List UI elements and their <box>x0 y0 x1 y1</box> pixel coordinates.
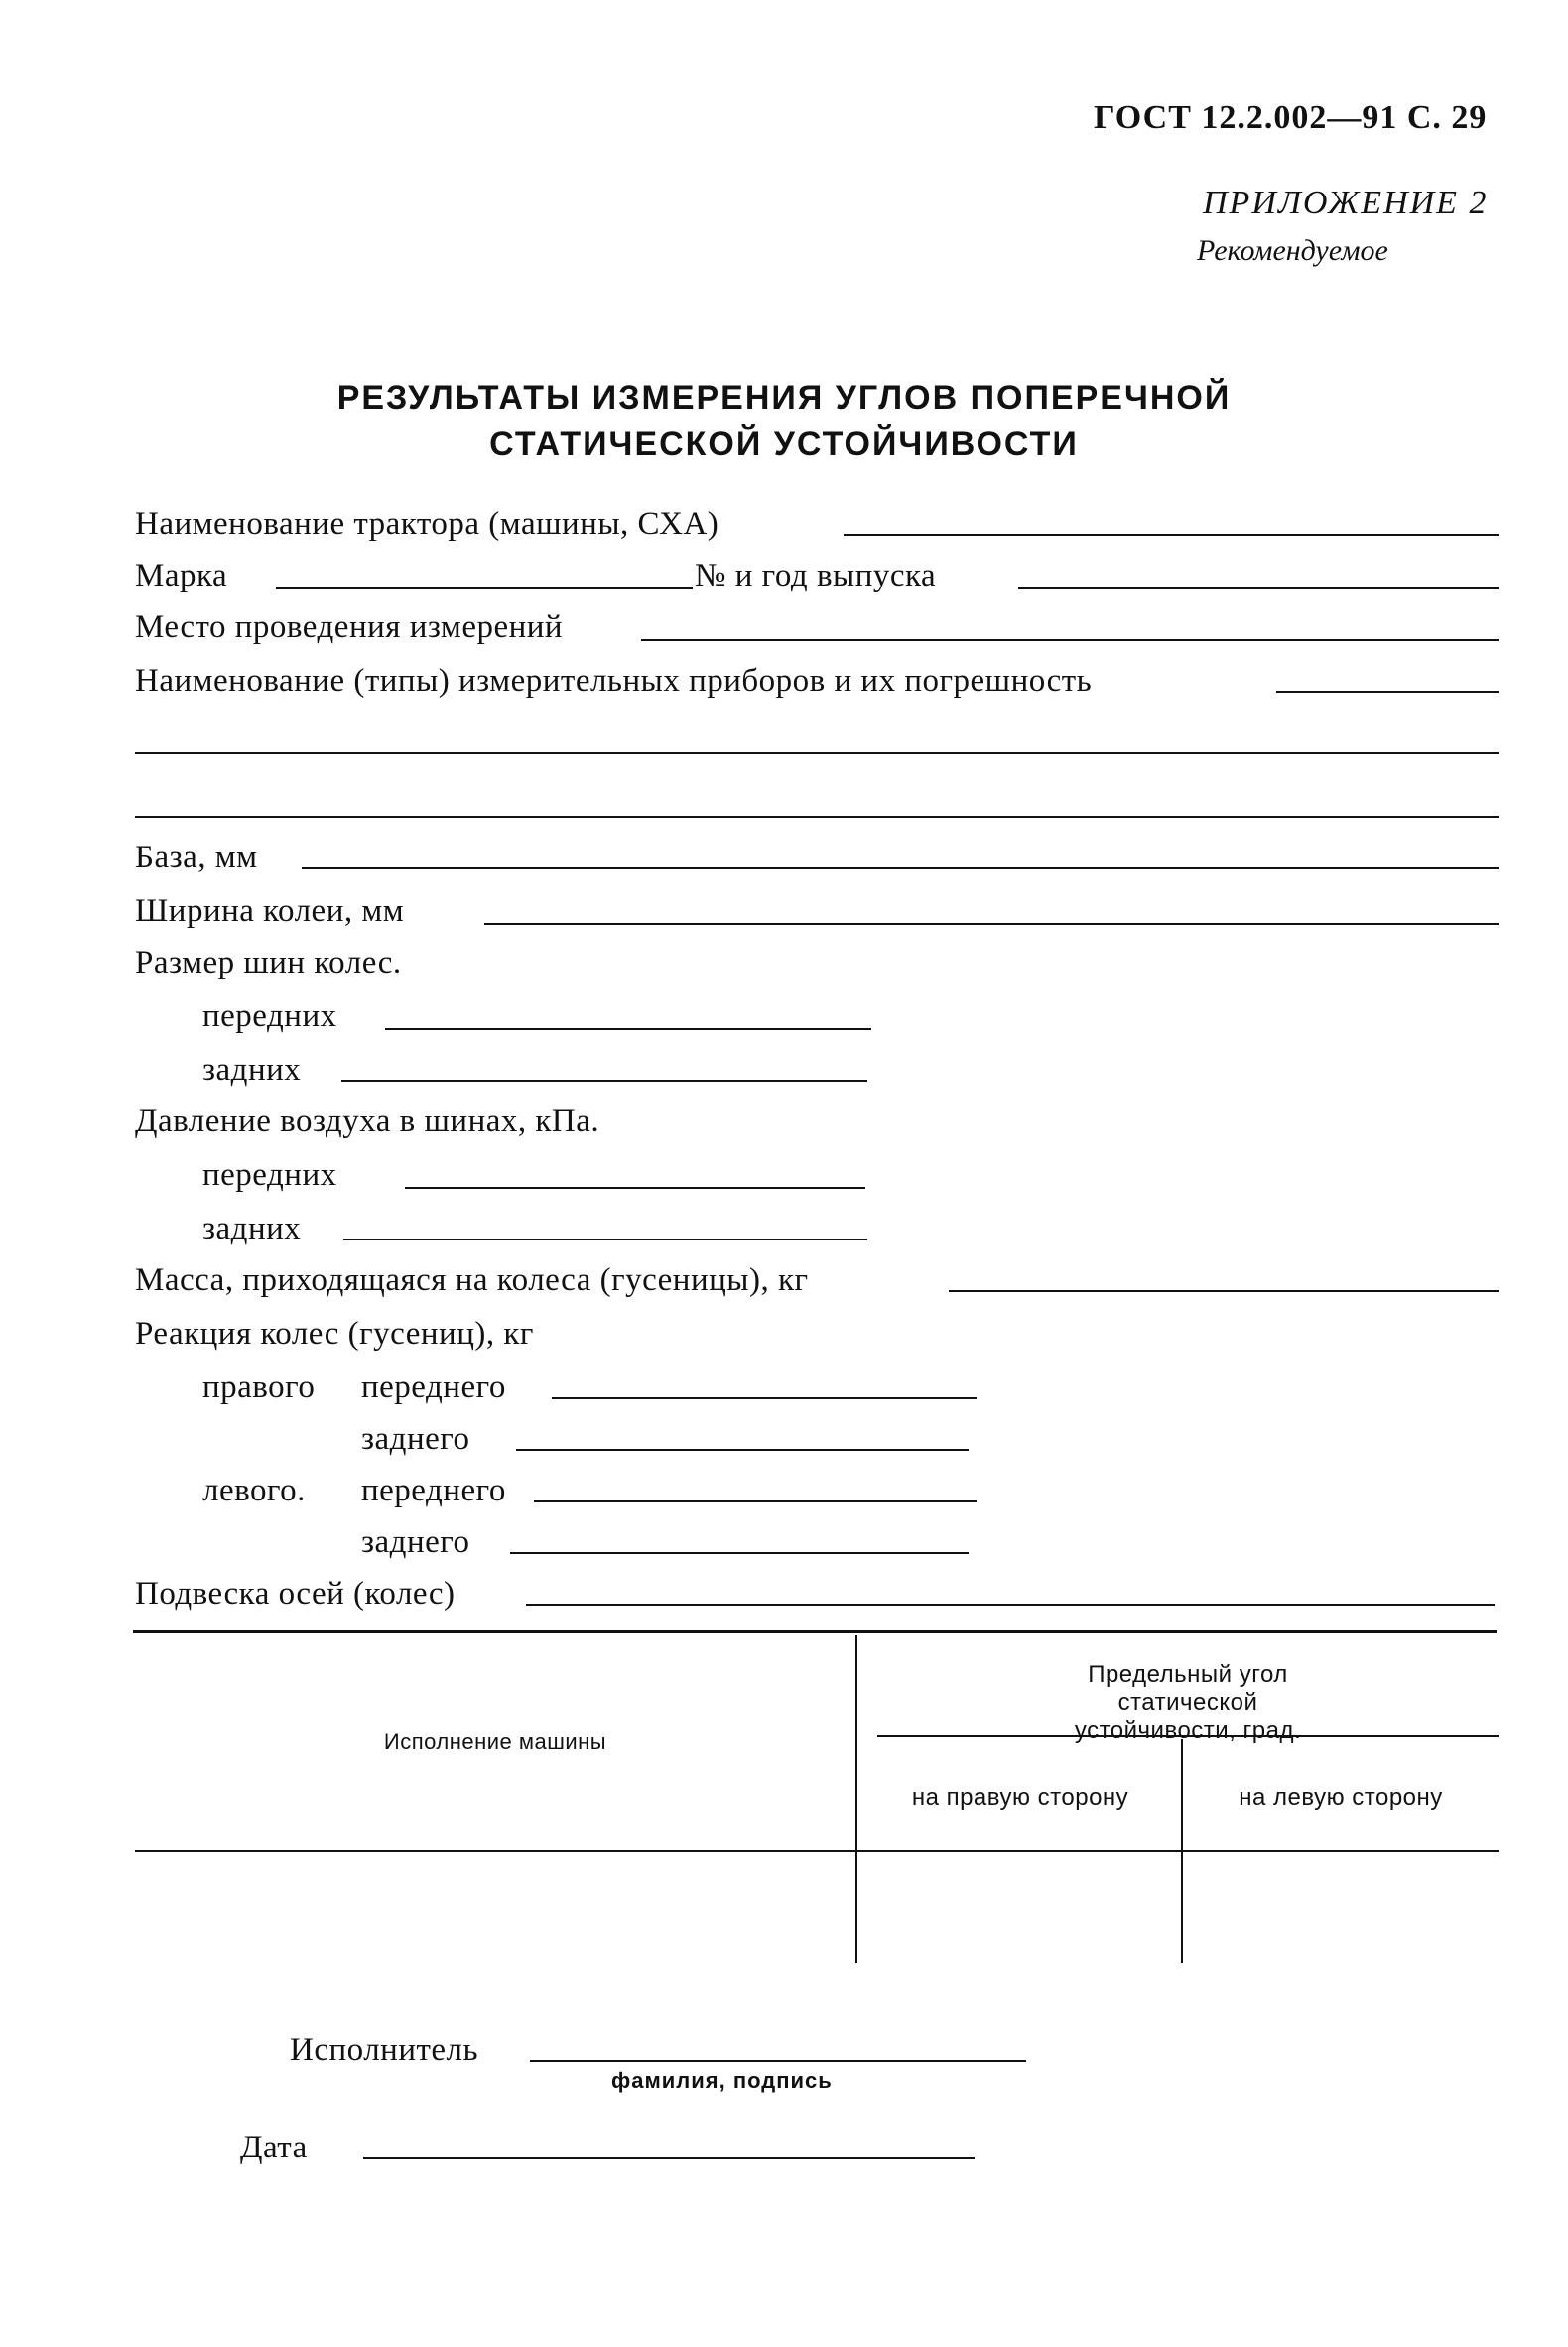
instruments-line-2[interactable] <box>135 752 1499 754</box>
tire-rear-label: задних <box>202 1052 302 1088</box>
instruments-line-3[interactable] <box>135 816 1499 818</box>
mass-line[interactable] <box>949 1290 1499 1292</box>
base-label: База, мм <box>135 840 258 875</box>
right-rear-line[interactable] <box>516 1449 969 1451</box>
tractor-name-line[interactable] <box>844 534 1499 536</box>
reaction-label: Реакция колес (гусениц), кг <box>135 1316 534 1352</box>
tire-size-label: Размер шин колес. <box>135 945 402 980</box>
pressure-rear-label: задних <box>202 1211 302 1246</box>
right-front-label: переднего <box>361 1369 506 1405</box>
measure-place-line[interactable] <box>641 639 1499 641</box>
right-label: правого <box>202 1369 316 1405</box>
instruments-line[interactable] <box>1276 691 1499 693</box>
appendix-label: ПРИЛОЖЕНИЕ 2 <box>1203 185 1489 221</box>
table-top-rule <box>133 1630 1497 1633</box>
document-title-line1: РЕЗУЛЬТАТЫ ИЗМЕРЕНИЯ УГЛОВ ПОПЕРЕЧНОЙ <box>336 379 1232 417</box>
left-rear-label: заднего <box>361 1524 470 1560</box>
track-width-line[interactable] <box>484 923 1499 925</box>
col-left-header: на левую сторону <box>1239 1784 1443 1811</box>
tire-front-label: передних <box>202 998 337 1034</box>
base-line[interactable] <box>302 867 1499 869</box>
pressure-front-label: передних <box>202 1157 337 1193</box>
tire-rear-line[interactable] <box>341 1080 867 1082</box>
suspension-line[interactable] <box>526 1604 1495 1606</box>
date-label: Дата <box>240 2130 308 2165</box>
executor-label: Исполнитель <box>290 2032 479 2068</box>
table-header-rule <box>135 1850 1499 1852</box>
tractor-name-label: Наименование трактора (машины, СХА) <box>135 506 719 542</box>
col-right-header: на правую сторону <box>911 1784 1129 1811</box>
track-width-label: Ширина колеи, мм <box>135 893 405 929</box>
number-year-line[interactable] <box>1018 587 1499 589</box>
air-pressure-label: Давление воздуха в шинах, кПа. <box>135 1104 600 1139</box>
tire-front-line[interactable] <box>385 1028 871 1030</box>
brand-label: Марка <box>135 558 228 593</box>
suspension-label: Подвеска осей (колес) <box>135 1576 456 1612</box>
mass-label: Масса, приходящаяся на колеса (гусеницы), кг <box>135 1262 809 1298</box>
left-label: левого. <box>202 1473 306 1508</box>
col-machine-header: Исполнение машины <box>383 1729 607 1754</box>
left-front-line[interactable] <box>534 1500 977 1502</box>
col-angle-header: Предельный угол статической устойчивости, град. <box>1074 1661 1302 1744</box>
standard-reference: ГОСТ 12.2.002—91 С. 29 <box>1094 99 1488 136</box>
pressure-front-line[interactable] <box>405 1187 865 1189</box>
number-year-label: № и год выпуска <box>695 558 937 593</box>
table-divider-main <box>855 1635 857 1963</box>
recommended-label: Рекомендуемое <box>1197 234 1388 267</box>
left-rear-line[interactable] <box>510 1552 969 1554</box>
pressure-rear-line[interactable] <box>343 1239 867 1240</box>
brand-line[interactable] <box>276 587 693 589</box>
executor-line[interactable] <box>530 2060 1026 2062</box>
instruments-label: Наименование (типы) измерительных приборов и их погрешность <box>135 663 1093 699</box>
right-front-line[interactable] <box>552 1397 977 1399</box>
left-front-label: переднего <box>361 1473 506 1508</box>
right-rear-label: заднего <box>361 1421 470 1457</box>
executor-hint: фамилия, подпись <box>611 2068 833 2093</box>
date-line[interactable] <box>363 2157 975 2159</box>
document-title-line2: СТАТИЧЕСКОЙ УСТОЙЧИВОСТИ <box>489 425 1079 462</box>
measure-place-label: Место проведения измерений <box>135 609 564 645</box>
